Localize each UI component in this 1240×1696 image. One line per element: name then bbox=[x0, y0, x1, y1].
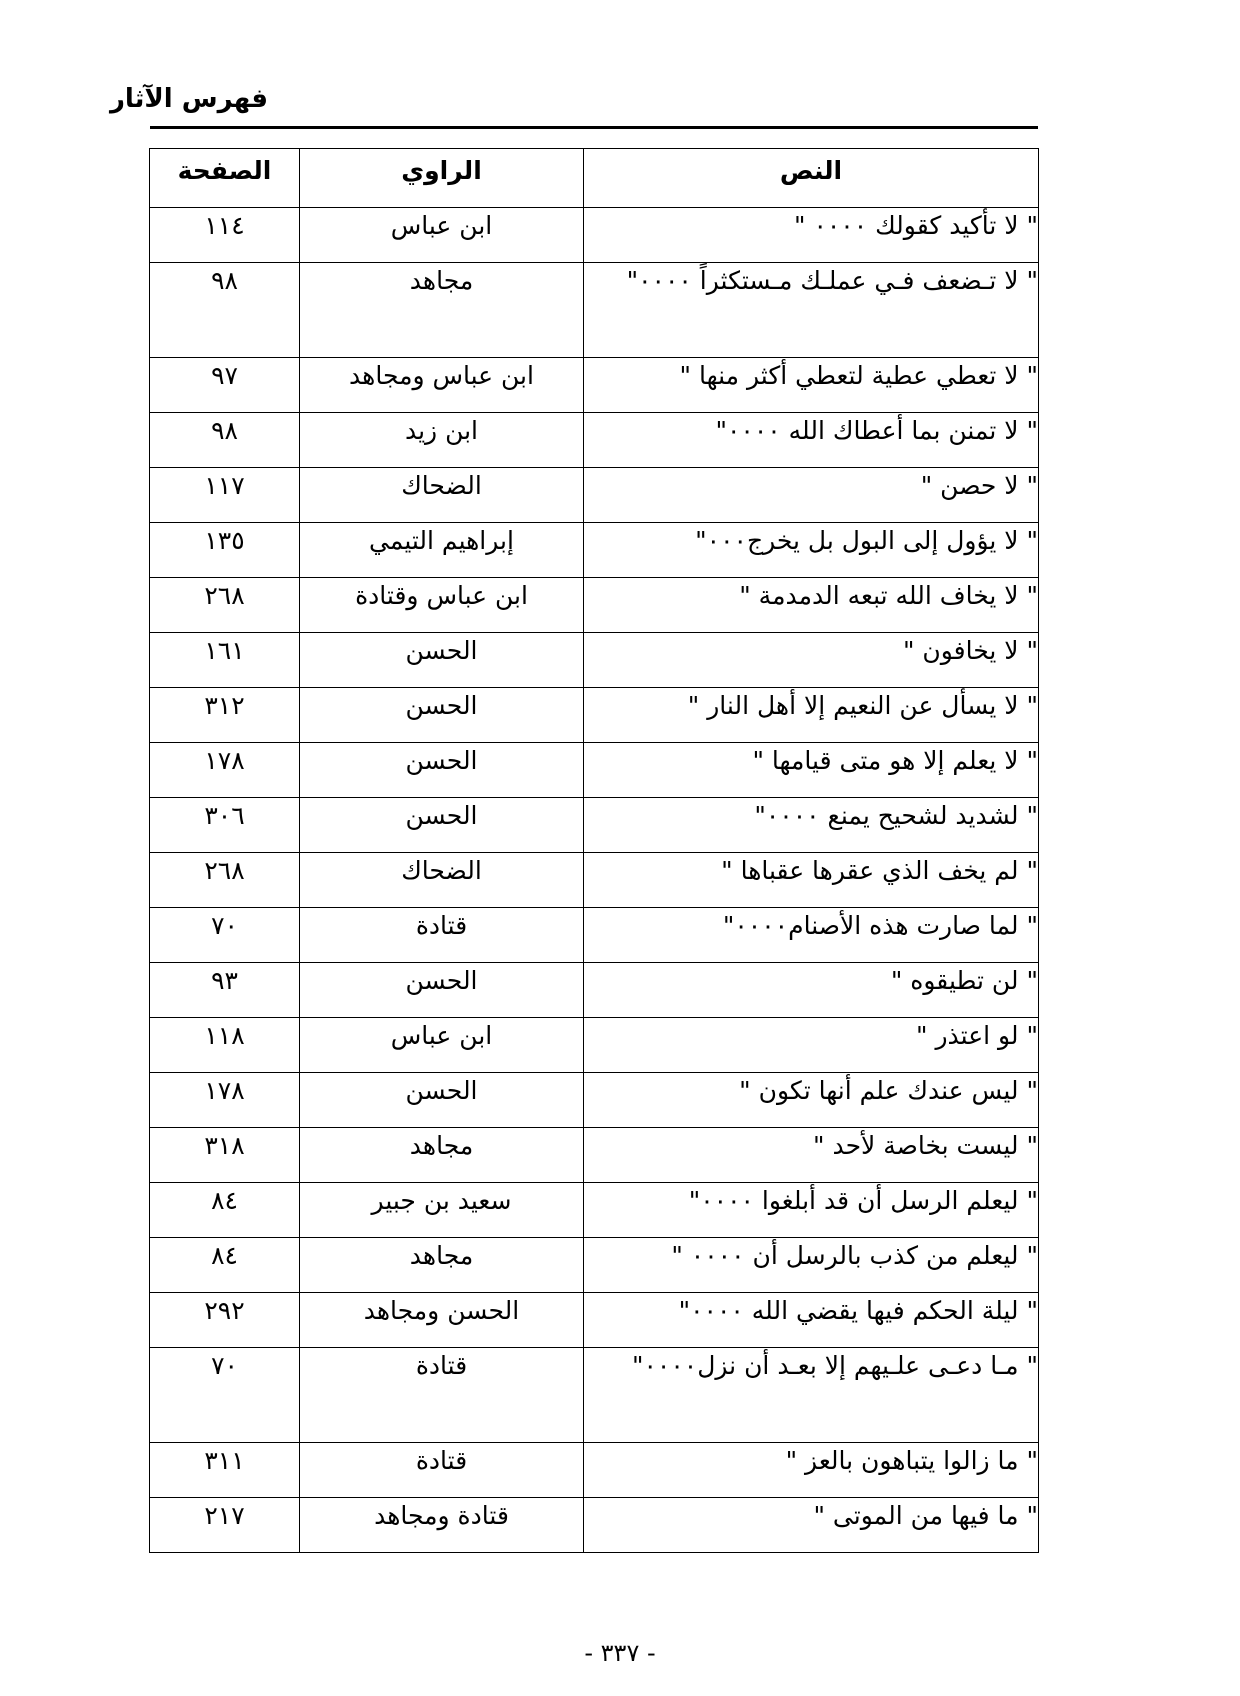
column-header-narrator: الراوي bbox=[300, 149, 584, 208]
row-text: " ما فيها من الموتى " bbox=[584, 1498, 1039, 1553]
row-text: " مـا دعـى علـيهم إلا بعـد أن نزل٠٠٠٠" bbox=[584, 1348, 1039, 1443]
table-body bbox=[150, 208, 1039, 1553]
row-page: ٢١٧ bbox=[150, 1498, 300, 1553]
row-narrator: الحسن bbox=[300, 798, 584, 853]
row-text: " لا تـضعف فـي عملـك مـستكثراً ٠٠٠٠" bbox=[584, 263, 1039, 358]
row-narrator: إبراهيم التيمي bbox=[300, 523, 584, 578]
row-page: ٣١٢ bbox=[150, 688, 300, 743]
row-page: ٢٩٢ bbox=[150, 1293, 300, 1348]
table-row bbox=[150, 578, 1039, 633]
row-narrator: مجاهد bbox=[300, 263, 584, 358]
table-row bbox=[150, 1498, 1039, 1553]
row-text: " ليعلم الرسل أن قد أبلغوا ٠٠٠٠" bbox=[584, 1183, 1039, 1238]
row-page: ١١٤ bbox=[150, 208, 300, 263]
table-row bbox=[150, 1073, 1039, 1128]
table-row bbox=[150, 1238, 1039, 1293]
row-text: " لا حصن " bbox=[584, 468, 1039, 523]
table-row bbox=[150, 208, 1039, 263]
row-page: ٨٤ bbox=[150, 1238, 300, 1293]
row-text: " لم يخف الذي عقرها عقباها " bbox=[584, 853, 1039, 908]
row-narrator: الحسن bbox=[300, 1073, 584, 1128]
row-narrator: الحسن bbox=[300, 688, 584, 743]
row-narrator: ابن عباس bbox=[300, 1018, 584, 1073]
table-row bbox=[150, 743, 1039, 798]
row-page: ١٣٥ bbox=[150, 523, 300, 578]
row-text: " ليعلم من كذب بالرسل أن ٠٠٠٠ " bbox=[584, 1238, 1039, 1293]
row-page: ١١٨ bbox=[150, 1018, 300, 1073]
row-text: " لما صارت هذه الأصنام٠٠٠٠" bbox=[584, 908, 1039, 963]
column-header-text: النص bbox=[584, 149, 1039, 208]
row-narrator: مجاهد bbox=[300, 1238, 584, 1293]
row-narrator: ابن زيد bbox=[300, 413, 584, 468]
table-row bbox=[150, 1348, 1039, 1443]
row-page: ٩٨ bbox=[150, 263, 300, 358]
row-text: " لن تطيقوه " bbox=[584, 963, 1039, 1018]
row-page: ٨٤ bbox=[150, 1183, 300, 1238]
page-header-title: فهرس الآثار bbox=[109, 84, 268, 114]
table-row bbox=[150, 263, 1039, 358]
row-narrator: قتادة bbox=[300, 1443, 584, 1498]
row-narrator: ابن عباس bbox=[300, 208, 584, 263]
row-text: " لا يعلم إلا هو متى قيامها " bbox=[584, 743, 1039, 798]
row-page: ٩٧ bbox=[150, 358, 300, 413]
table-row bbox=[150, 1018, 1039, 1073]
row-narrator: الضحاك bbox=[300, 853, 584, 908]
table-row bbox=[150, 1183, 1039, 1238]
row-page: ١١٧ bbox=[150, 468, 300, 523]
row-narrator: قتادة ومجاهد bbox=[300, 1498, 584, 1553]
row-text: " لا يخافون " bbox=[584, 633, 1039, 688]
row-text: " لا تأكيد كقولك ٠٠٠٠ " bbox=[584, 208, 1039, 263]
row-page: ١٧٨ bbox=[150, 743, 300, 798]
row-narrator: ابن عباس ومجاهد bbox=[300, 358, 584, 413]
row-narrator: قتادة bbox=[300, 908, 584, 963]
row-narrator: الحسن ومجاهد bbox=[300, 1293, 584, 1348]
row-narrator: قتادة bbox=[300, 1348, 584, 1443]
table-row bbox=[150, 853, 1039, 908]
row-page: ٣١٨ bbox=[150, 1128, 300, 1183]
row-text: " لا تمنن بما أعطاك الله ٠٠٠٠" bbox=[584, 413, 1039, 468]
table-row bbox=[150, 1293, 1039, 1348]
row-page: ١٧٨ bbox=[150, 1073, 300, 1128]
table-row bbox=[150, 1128, 1039, 1183]
row-narrator: مجاهد bbox=[300, 1128, 584, 1183]
row-text: " لشديد لشحيح يمنع ٠٠٠٠" bbox=[584, 798, 1039, 853]
table-row bbox=[150, 688, 1039, 743]
row-text: " لا يؤول إلى البول بل يخرج٠٠٠" bbox=[584, 523, 1039, 578]
row-narrator: ابن عباس وقتادة bbox=[300, 578, 584, 633]
table-row bbox=[150, 468, 1039, 523]
row-text: " لو اعتذر " bbox=[584, 1018, 1039, 1073]
column-header-page: الصفحة bbox=[150, 149, 300, 208]
row-page: ٢٦٨ bbox=[150, 578, 300, 633]
table-row bbox=[150, 1443, 1039, 1498]
page-number: - ٣٣٧ - bbox=[584, 1639, 656, 1667]
row-text: " لا تعطي عطية لتعطي أكثر منها " bbox=[584, 358, 1039, 413]
header-rule bbox=[150, 126, 1038, 129]
row-page: ٣٠٦ bbox=[150, 798, 300, 853]
row-text: " لا يخاف الله تبعه الدمدمة " bbox=[584, 578, 1039, 633]
row-narrator: الحسن bbox=[300, 633, 584, 688]
row-narrator: الضحاك bbox=[300, 468, 584, 523]
table-row bbox=[150, 413, 1039, 468]
table-row bbox=[150, 798, 1039, 853]
table-row bbox=[150, 908, 1039, 963]
row-page: ٩٨ bbox=[150, 413, 300, 468]
table-row bbox=[150, 523, 1039, 578]
row-page: ١٦١ bbox=[150, 633, 300, 688]
row-text: " ما زالوا يتباهون بالعز " bbox=[584, 1443, 1039, 1498]
row-page: ٩٣ bbox=[150, 963, 300, 1018]
table-row bbox=[150, 633, 1039, 688]
athar-index-table bbox=[149, 148, 1039, 1553]
row-text: " ليس عندك علم أنها تكون " bbox=[584, 1073, 1039, 1128]
row-narrator: سعيد بن جبير bbox=[300, 1183, 584, 1238]
table-row bbox=[150, 963, 1039, 1018]
row-page: ٧٠ bbox=[150, 908, 300, 963]
table-header-row bbox=[150, 149, 1039, 208]
row-text: " ليست بخاصة لأحد " bbox=[584, 1128, 1039, 1183]
row-page: ٢٦٨ bbox=[150, 853, 300, 908]
table-row bbox=[150, 358, 1039, 413]
row-narrator: الحسن bbox=[300, 963, 584, 1018]
row-page: ٧٠ bbox=[150, 1348, 300, 1443]
row-page: ٣١١ bbox=[150, 1443, 300, 1498]
row-narrator: الحسن bbox=[300, 743, 584, 798]
row-text: " ليلة الحكم فيها يقضي الله ٠٠٠٠" bbox=[584, 1293, 1039, 1348]
row-text: " لا يسأل عن النعيم إلا أهل النار " bbox=[584, 688, 1039, 743]
